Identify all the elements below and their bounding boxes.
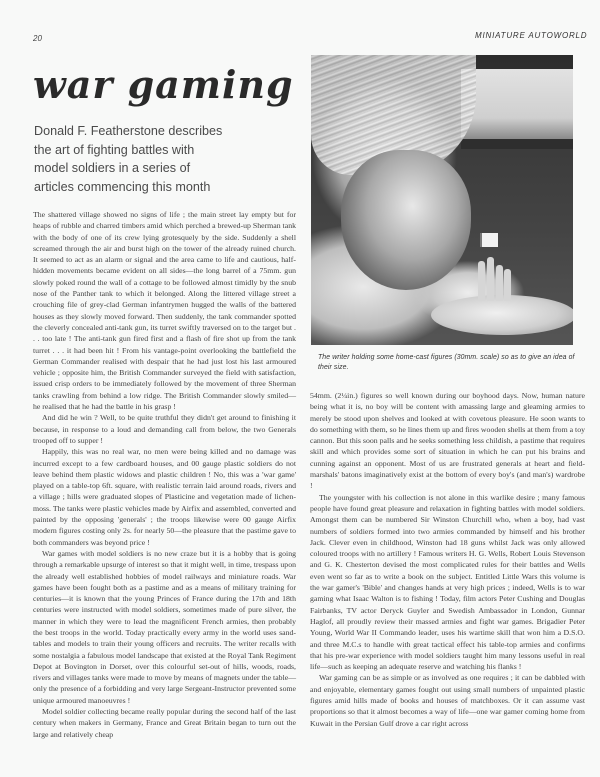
photo-face — [341, 150, 471, 290]
page-number: 20 — [33, 34, 42, 43]
body-column-left — [33, 209, 296, 740]
photo-caption: The writer holding some home-cast figures (30mm. scale) so as to give an idea of their size. — [318, 354, 575, 371]
body-paragraph: War games with model soldiers is no new craze but it is a hobby that is going through a remarkable upsurge of interest so that it might well, in time, trespass upon the already well established hobbies of model railways and miniature roads. War games have been fought both as a pastime and as a means of military training for centuries—it is known that the young Princes of France during the 17th and 18th centuries were instructed with model soldiers, sometimes made of pure silver, the manner in which they were to lead the magnificent French armies, then probably the best troops in the world. Today practically every army in the world uses sand-tables and models to train their young officers and recruits. The writer recalls with some nostalgia a fabulous model landscape that existed at the Royal Tank Regiment Depot at Bovington in Dorset, over this colourful set-out of hills, woods, roads, rivers and villages tanks were made to move by means of magnets under the table—only the presence of a forbidding and very large Sergeant-Instructor prevented some unique armoured manoeuvres ! — [33, 548, 296, 705]
standfirst-line: articles commencing this month — [34, 179, 211, 194]
figure-icon — [504, 269, 511, 301]
figure-icon — [487, 257, 494, 301]
standfirst-line: the art of fighting battles with — [34, 142, 195, 157]
model-soldier-figures-icon — [476, 233, 512, 301]
article-title: war gaming — [33, 62, 294, 107]
article-standfirst — [34, 122, 294, 196]
body-paragraph: Happily, this was no real war, no men were being killed and no damage was incurred except to a few cardboard houses, and 00 gauge plastic soldiers do not leave behind them plastic widows and plastic children ! No, this was a 'war game' played on a table-top 6ft. square, with realistic terrain laid around roads, rivers and a village ; hills were graduated slopes of Plasticine and vegetation made of lichen-moss. The tanks were plastic vehicles made by Airfix and assembled, converted and painted by the opposing 'generals' ; the troops likewise were 00 gauge Airfix modern figures costing only 2s. for nearly 50—the pleasure that the pastime gave to both commanders was beyond price ! — [33, 447, 296, 547]
figure-icon — [478, 261, 485, 301]
body-paragraph: And did he win ? Well, to be quite truthful they didn't get around to finishing it because, in response to a loud and demanding call from below, the two Generals trooped off to supper ! — [33, 413, 296, 445]
body-paragraph: The shattered village showed no signs of life ; the main street lay empty but for heaps of rubble and charred timbers amid which perched a brewed-up Sherman tank with the body of one of its crew lying grotesquely by the side. Suddenly a shell screamed through the air and burst high on the tower of the already ruined church. It seemed to act as an alarm or signal and the area came to life and cautious, half-hidden movements became evident on all sides—the long barrel of a 75mm. gun slowly poked round the wall of a cottage to be followed almost timidly by the snub nose of the Panther tank to which it belonged. Along the littered village street a crouching file of grey-clad German infantrymen hugged the walls of the battered houses as they slowly moved forward. Then suddenly, the tank commander spotted the cleverly concealed anti-tank gun, its turret swiftly traversed on to the target but . . . too late ! The anti-tank gun fired first and a flash of fire shot up from the tank turret . . . it had been hit ! From his vantage-point overlooking the battlefield the German Commander realised with despair that he had just lost his last armoured vehicle ; opposite him, the British Commander surveyed the field with satisfaction, issued crisp orders to be immediately followed by the movement of three Sherman tanks crawling from behind a low ridge. The British Commander slowly smiled—he realised that he had the battle in his grasp ! — [33, 210, 296, 412]
flag-icon — [480, 233, 498, 247]
standfirst-line: model soldiers in a series of — [34, 161, 191, 176]
photo-shelf-edge — [461, 139, 573, 149]
body-column-right — [310, 390, 585, 729]
body-paragraph: War gaming can be as simple or as involved as one requires ; it can be dabbled with and enjoyable, elementary games fought out using small numbers of unpainted plastic figures amid hills made of books and houses of matchboxes. Or it can assume vast proportions so that it almost becomes a way of life—one war gamer coming home from Kuwait in the Persian Gulf drove a car right across — [310, 673, 585, 728]
figure-icon — [496, 265, 503, 301]
photo-hand — [431, 295, 573, 335]
body-paragraph: The youngster with his collection is not alone in this warlike desire ; many famous people have found great pleasure and relaxation in fighting battles with model soldiers. Amongst them can be numbered Sir Winston Churchill who, when a boy, had vast numbers of soldiers formed into two armies commanded by himself and his brother Jack. Clever even in childhood, Winston had 18 guns whilst Jack was only allowed coloured troops with no artillery ! Famous writers H. G. Wells, Robert Louis Stevenson and G. K. Chesterton devised the most complicated rules for their battles and Wells even went so far as to write a book on the subject. Entitled Little Wars this volume is the war gamer's 'Bible' and changes hands at very high prices ; indeed, Wells is to war gaming what Isaac Walton is to fishing ! Today, film actors Peter Cushing and Douglas Fairbanks, TV actor Deryck Guyler and Swedish Ambassador in London, Gunnar Haglof, all proudly review their massed armies and fight war games. Brigadier Peter Young, World War II Commando leader, uses his wartime skill that won him a D.S.O. and three M.C.s to handle with great tactical effect his table-top armies and confirms that his pre-war experience with model soldiers taught him many lessons useful in real life—such as keeping an adequate reserve and watching his flanks ! — [310, 492, 585, 672]
photo-shelf-background — [461, 69, 573, 139]
body-paragraph: 54mm. (2¼in.) figures so well known during our boyhood days. Now, human nature being what it is, no boy will be content with amassing large and gleaming armies to merely be stood upon shelves and looked at with covetous pleasure. He soon wants to do something with them, so he lines them up and fires wooden shells at them from a toy cannon. But this soon palls and he seeks something less childish, a pastime that requires skill and which provides some sort of situation in which he can put his brains and cunning against an opponent. Most of us are frustrated generals at heart and field-marshals' batons imaginatively exist at the bottom of every boy's (and man's) wardrobe ! — [310, 391, 585, 491]
body-paragraph: Model soldier collecting became really popular during the second half of the last century when makers in Germany, France and Great Britain began to turn out the large and relatively cheap — [33, 707, 296, 739]
article-photo — [311, 55, 573, 345]
magazine-name: MINIATURE AUTOWORLD — [475, 31, 588, 40]
standfirst-line: Donald F. Featherstone describes — [34, 124, 223, 138]
